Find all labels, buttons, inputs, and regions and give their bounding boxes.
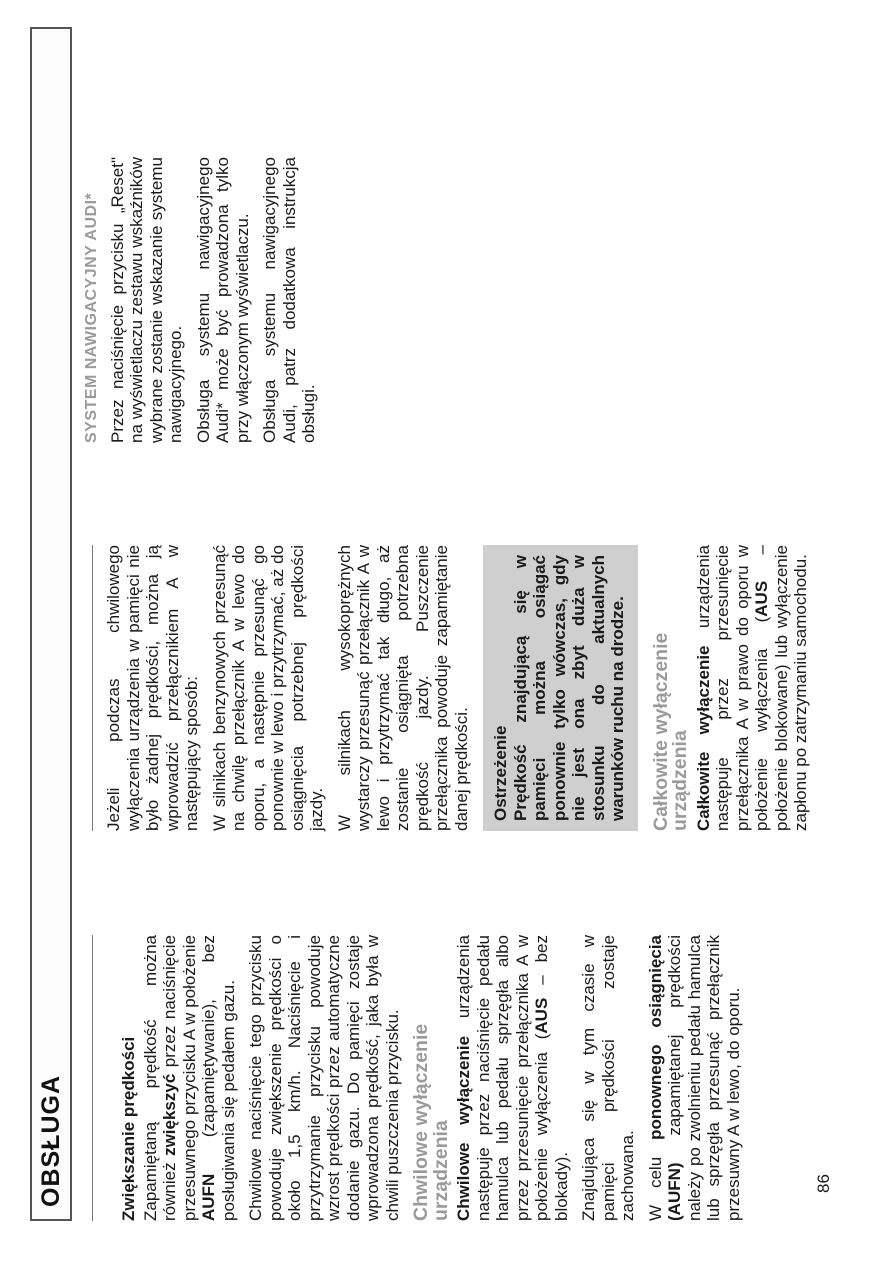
paragraph: Obsługa systemu nawigacyjnego Audi* może być prowadzona tylko przy włączonym wyświetlaczu. (193, 157, 252, 443)
paragraph: Znajdująca się w tym czasie w pamięci prędkości zostaje zachowana. (579, 935, 637, 1221)
bold-text: Całkowite wyłączenie (693, 645, 713, 831)
warning-text: Prędkość znajdującą się w pamięci można osiągać ponownie tylko wówczas, gdy nie jest ona zbyt duża w stosunku do aktualnych warunków ruchu na drodze. (510, 555, 627, 821)
paragraph: W silnikach wysokoprężnych wystarczy przesunąć przełącznik A w lewo i przytrzymać tak długo, aż zostanie osiągnięta potrzebna prędkość jazdy. Puszczenie przełącznika powoduje zapamiętanie danej prędkości. (334, 545, 471, 831)
warning-box (483, 545, 638, 831)
warning-title: Ostrzeżenie (491, 725, 510, 821)
bold-text: AUS (532, 997, 551, 1034)
column-3 (82, 157, 327, 443)
heading-speed-increase: Zwiększanie prędkości (119, 1036, 138, 1221)
text-run: zapamiętanej prędkości należy po zwolnieniu pedału hamulca lub sprzęgła przesunąć przełącznik przesuwny A w lewo, do oporu. (665, 935, 743, 1221)
section-header (30, 27, 72, 1221)
bold-text: ponownego osiągnięcia (AUFN) (645, 934, 684, 1221)
text-run: urządzenia następuje przez naciśnięcie pedału hamulca lub pedału sprzęgła albo przez przesunięcie przełącznika A w położenie wyłączenia ( (454, 935, 551, 1221)
paragraph (454, 935, 571, 1221)
heading-navigation: SYSTEM NAWIGACYJNY AUDI* (83, 192, 100, 443)
paragraph (141, 935, 239, 1221)
paragraph: Jeżeli podczas chwilowego wyłączenia urządzenia w pamięci nie było żadnej prędkości, można ją wprowadzić przełącznikiem A w następujący sposób: (104, 545, 201, 831)
bold-text: AUFN (199, 1173, 218, 1221)
text-run: Zapamiętaną prędkość można również (140, 935, 179, 1221)
column-2 (104, 545, 819, 831)
bold-text: Chwilowe wyłączenie (454, 1035, 473, 1221)
column-rule-2 (92, 545, 93, 831)
paragraph: Obsługa systemu nawigacyjnego Audi, patrz dodatkowa instrukcja obsługi. (260, 157, 318, 443)
paragraph: W silnikach benzynowych przesunąć na chwilę przełącznik A w lewo do oporu, a następnie przesunąć go ponownie w lewo i przytrzymać, aż do osiągnięcia potrzebnej prędkości jazdy. (209, 545, 326, 831)
text-run: (zapamiętywanie), bez posługiwania się pedałem gazu. (199, 935, 238, 1221)
bold-text: zwiększyć (160, 1073, 179, 1156)
text-run: – bez blokady). (532, 935, 571, 1221)
section-title: OBSŁUGA (37, 1075, 65, 1207)
paragraph (646, 935, 744, 1221)
column-rule-1 (92, 935, 93, 1221)
heading-full-off: Całkowite wyłączenie urządzenia (649, 632, 691, 831)
text-run: przez naciśnięcie przesuwnego przycisku A w położenie (160, 935, 199, 1221)
paragraph: Chwilowe naciśnięcie tego przycisku powoduje zwiększenie prędkości o około 1,5 km/h. Naciśnięcie i przytrzymanie przycisku powoduje wzrost prędkości przez automatyczne dodanie gazu. Do pamięci zostaje wprowadzona prędkość, jaka była w chwili puszczenia przycisku. (246, 935, 402, 1221)
column-1 (119, 935, 751, 1221)
text-run: W celu (645, 1139, 665, 1221)
text-run: urządzenia następuje przez przesunięcie przełącznika A w prawo do oporu w położenie wyłączenia ( (693, 544, 771, 831)
text-run: – położenie blokowane) lub wyłączenie zapłonu po zatrzymaniu samochodu. (752, 545, 810, 831)
bold-text: AUS (752, 580, 771, 617)
heading-temporary-off: Chwilowe wyłączenie urządzenia (410, 1023, 452, 1221)
page-number: 86 (814, 1174, 833, 1193)
paragraph (694, 545, 811, 831)
paragraph: Przez naciśnięcie przycisku „Reset" na wyświetlaczu zestawu wskaźników wybrane zostanie wskazanie systemu nawigacyjnego. (107, 157, 185, 443)
